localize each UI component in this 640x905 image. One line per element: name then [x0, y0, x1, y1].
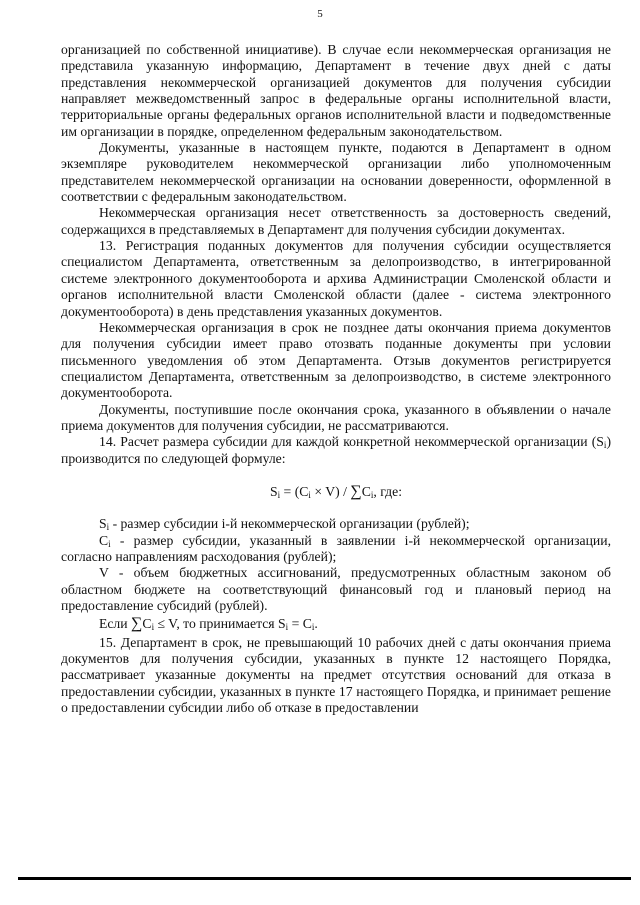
bottom-rule: [18, 877, 631, 880]
sum-symbol: ∑: [350, 482, 362, 500]
paragraph-13: 13. Регистрация поданных документов для получения субсидии осуществляется специалистом Департамента, ответственным за делопроизводство, в интегрированной системе электронного документооборота и архива Администрации Смоленской области и органов исполнительной власти Смоленской области (далее - система электронного документооборота) в день представления указанных документов.: [61, 238, 611, 319]
definition-c: $C_i$ - размер субсидии, указанный в заявлении i-й некоммерческой организации, согласно направлениям расходования (рублей);: [61, 532, 611, 564]
condition-line: Если $\sum C_i \le V$, то принимается $S_i = C_i$.: [99, 615, 318, 633]
sum-symbol: ∑: [131, 615, 143, 633]
document-body: [61, 42, 611, 716]
paragraph-14: 14. Расчет размера субсидии для каждой конкретной некоммерческой организации $(S_i)$ производится по следующей формуле:: [61, 434, 611, 466]
definition-s: $S_i$ - размер субсидии i-й некоммерческой организации (рублей);: [99, 516, 470, 533]
paragraph-withdrawal: Некоммерческая организация в срок не позднее даты окончания приема документов для получения субсидии имеет право отозвать поданные документы при условии письменного уведомления об этом Департамента. Отзыв документов регистрируется специалистом Департамента, ответственным за делопроизводство, в системе электронного документооборота.: [61, 319, 611, 401]
paragraph-3: Некоммерческая организация несет ответственность за достоверность сведений, содержащихся в представляемых в Департамент для получения субсидии документах.: [61, 205, 611, 237]
paragraph-late-documents: Документы, поступившие после окончания срока, указанного в объявлении о начале приема документов для получения субсидии, не рассматриваются.: [61, 401, 611, 433]
paragraph-1: организацией по собственной инициативе). В случае если некоммерческая организация не представила указанную информацию, Департамент в течение двух дней с даты представления некоммерческой организацией документов для получения субсидии направляет межведомственный запрос в федеральные органы исполнительной власти, территориальные органы федеральных органов исполнительной власти и подведомственные им организации в порядке, определенном федеральным законодательством.: [61, 42, 611, 139]
subsidy-formula: $S_i = (C_i \times V) / \sum C_i$, где:: [269, 482, 402, 500]
paragraph-15: 15. Департамент в срок, не превышающий 10 рабочих дней с даты окончания приема документов для получения субсидии, указанных в пункте 12 настоящего Порядка, рассматривает указанные документы на предмет отсутствия оснований для отказа в предоставлении субсидии, указанных в пункте 17 настоящего Порядка, и принимает решение о предоставлении субсидии либо об отказе в предоставлении: [61, 634, 611, 716]
paragraph-2: Документы, указанные в настоящем пункте, подаются в Департамент в одном экземпляре руководителем некоммерческой организации либо уполномоченным представителем некоммерческой организации на основании доверенности, оформленной в соответствии с федеральным законодательством.: [61, 140, 611, 205]
page-number: 5: [317, 8, 323, 20]
definition-v: V - объем бюджетных ассигнований, предусмотренных областным законом об областном бюджете на соответствующий финансовый год и плановый период на предоставление субсидий (рублей).: [61, 565, 611, 613]
